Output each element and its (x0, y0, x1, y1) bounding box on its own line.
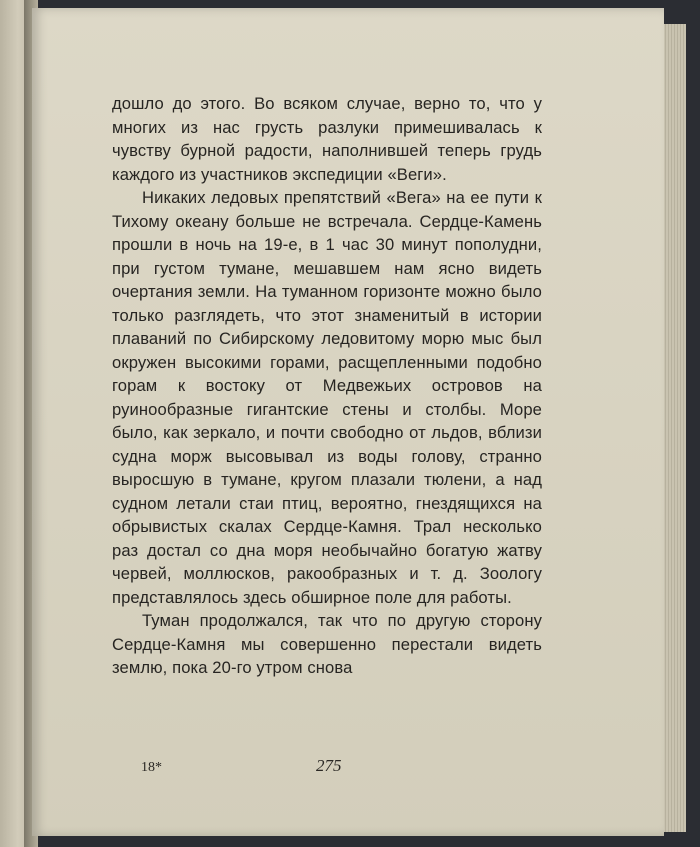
paragraph-2: Никаких ледовых препятствий «Вега» на ее пути к Тихому океану больше не встречала. Сердце-Камень прошли в ночь на 19-е, в 1 час 30 минут пополудни, при густом тумане, мешавшем нам ясно видеть очертания земли. На туманном горизонте можно было только разглядеть, что этот знаменитый в истории плаваний по Сибирскому ледовитому морю мыс был окружен высокими горами, расщепленными подобно горам к востоку от Медвежьих островов на руинообразные гигантские стены и столбы. Море было, как зеркало, и почти свободно от льдов, вблизи судна морж высовывал из воды голову, странно выросшую в тумане, кругом плазали тюлени, а над судном летали стаи птиц, вероятно, гнездящихся на обрывистых скалах Сердце-Камня. Трал несколько раз достал со дна моря необычайно богатую жатву червей, моллюсков, ракообразных и т. д. Зоологу представлялось здесь обширное поле для работы. (112, 188, 542, 607)
page-text (112, 92, 542, 680)
paragraph-3: Туман продолжался, так что по другую сторону Сердце-Камня мы совершенно перестали видеть землю, пока 20-го утром снова (112, 611, 542, 677)
paragraph-1: дошло до этого. Во всяком случае, верно то, что у многих из нас грусть разлуки примешивалась к чувству бурной радости, наполнившей теперь грудь каждого из участников экспедиции «Веги». (112, 94, 542, 184)
page-number: 275 (316, 756, 342, 775)
signature-mark: 18* (141, 760, 162, 775)
